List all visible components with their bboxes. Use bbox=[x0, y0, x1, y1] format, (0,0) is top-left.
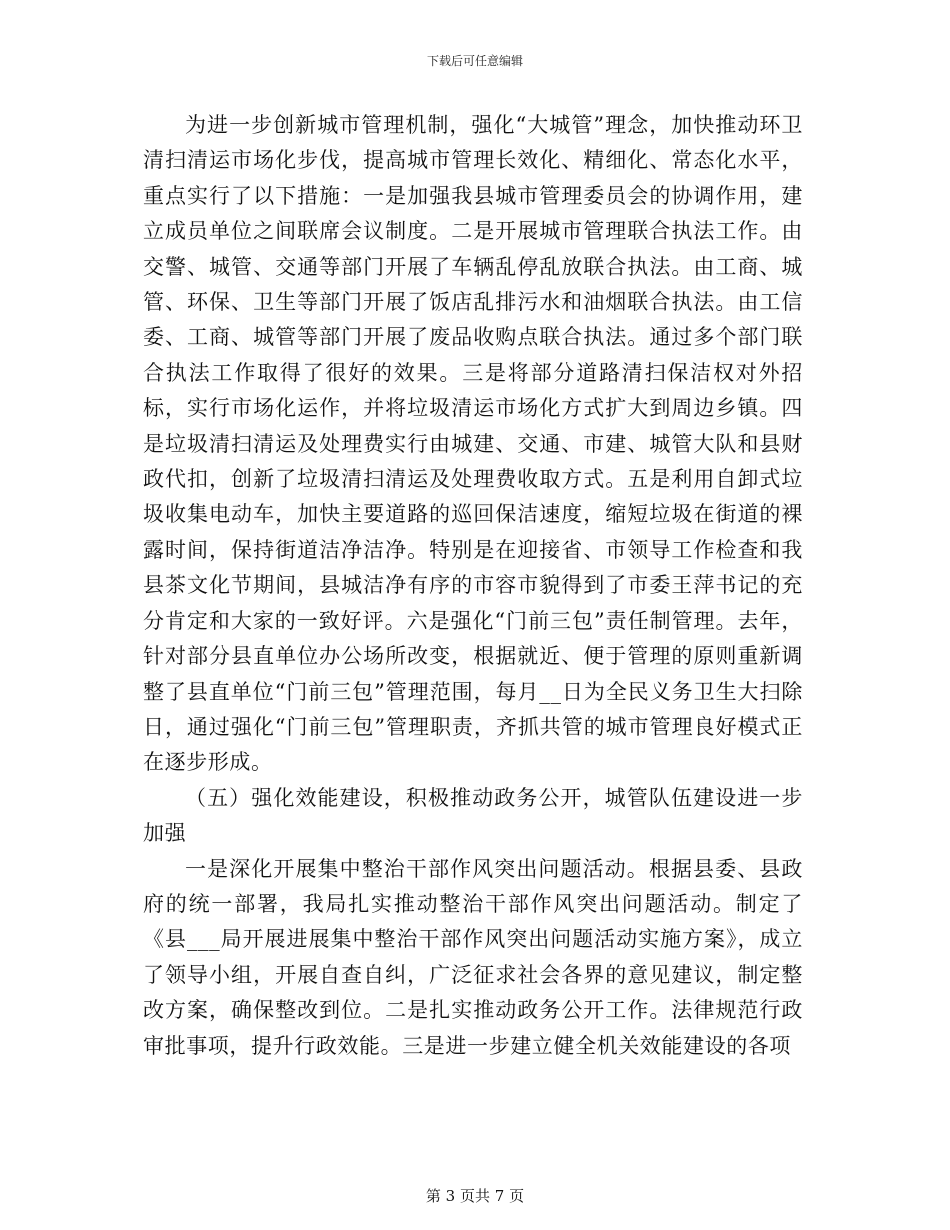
document-body bbox=[143, 108, 803, 1064]
paragraph-work-style: 一是深化开展集中整治干部作风突出问题活动。根据县委、县政府的统一部署，我局扎实推动整治干部作风突出问题活动。制定了《县___局开展进展集中整治干部作风突出问题活动实施方案》，成立了领导小组，开展自查自纠，广泛征求社会各界的意见建议，制定整改方案，确保整改到位。二是扎实推动政务公开工作。法律规范行政审批事项，提升行政效能。三是进一步建立健全机关效能建设的各项 bbox=[143, 856, 803, 1058]
page-header: 下载后可任意编辑 bbox=[426, 54, 523, 68]
page-number: 第 3 页共 7 页 bbox=[425, 1187, 525, 1205]
paragraph-city-management: 为进一步创新城市管理机制，强化“大城管”理念，加快推动环卫清扫清运市场化步伐，提高城市管理长效化、精细化、常态化水平，重点实行了以下措施：一是加强我县城市管理委员会的协调作用，建立成员单位之间联席会议制度。二是开展城市管理联合执法工作。由交警、城管、交通等部门开展了车辆乱停乱放联合执法。由工商、城管、环保、卫生等部门开展了饭店乱排污水和油烟联合执法。由工信委、工商、城管等部门开展了废品收购点联合执法。通过多个部门联合执法工作取得了很好的效果。三是将部分道路清扫保洁权对外招标，实行市场化运作，并将垃圾清运市场化方式扩大到周边乡镇。四是垃圾清扫清运及处理费实行由城建、交通、市建、城管大队和县财政代扣，创新了垃圾清扫清运及处理费收取方式。五是利用自卸式垃圾收集电动车，加快主要道路的巡回保洁速度，缩短垃圾在街道的裸露时间，保持街道洁净洁净。特别是在迎接省、市领导工作检查和我县茶文化节期间，县城洁净有序的市容市貌得到了市委王萍书记的充分肯定和大家的一致好评。六是强化“门前三包”责任制管理。去年，针对部分县直单位办公场所改变，根据就近、便于管理的原则重新调整了县直单位“门前三包”管理范围，每月__日为全民义务卫生大扫除日，通过强化“门前三包”管理职责，齐抓共管的城市管理良好模式正在逐步形成。 bbox=[143, 113, 803, 775]
section-heading-efficiency: （五）强化效能建设，积极推动政务公开，城管队伍建设进一步加强 bbox=[143, 785, 803, 846]
